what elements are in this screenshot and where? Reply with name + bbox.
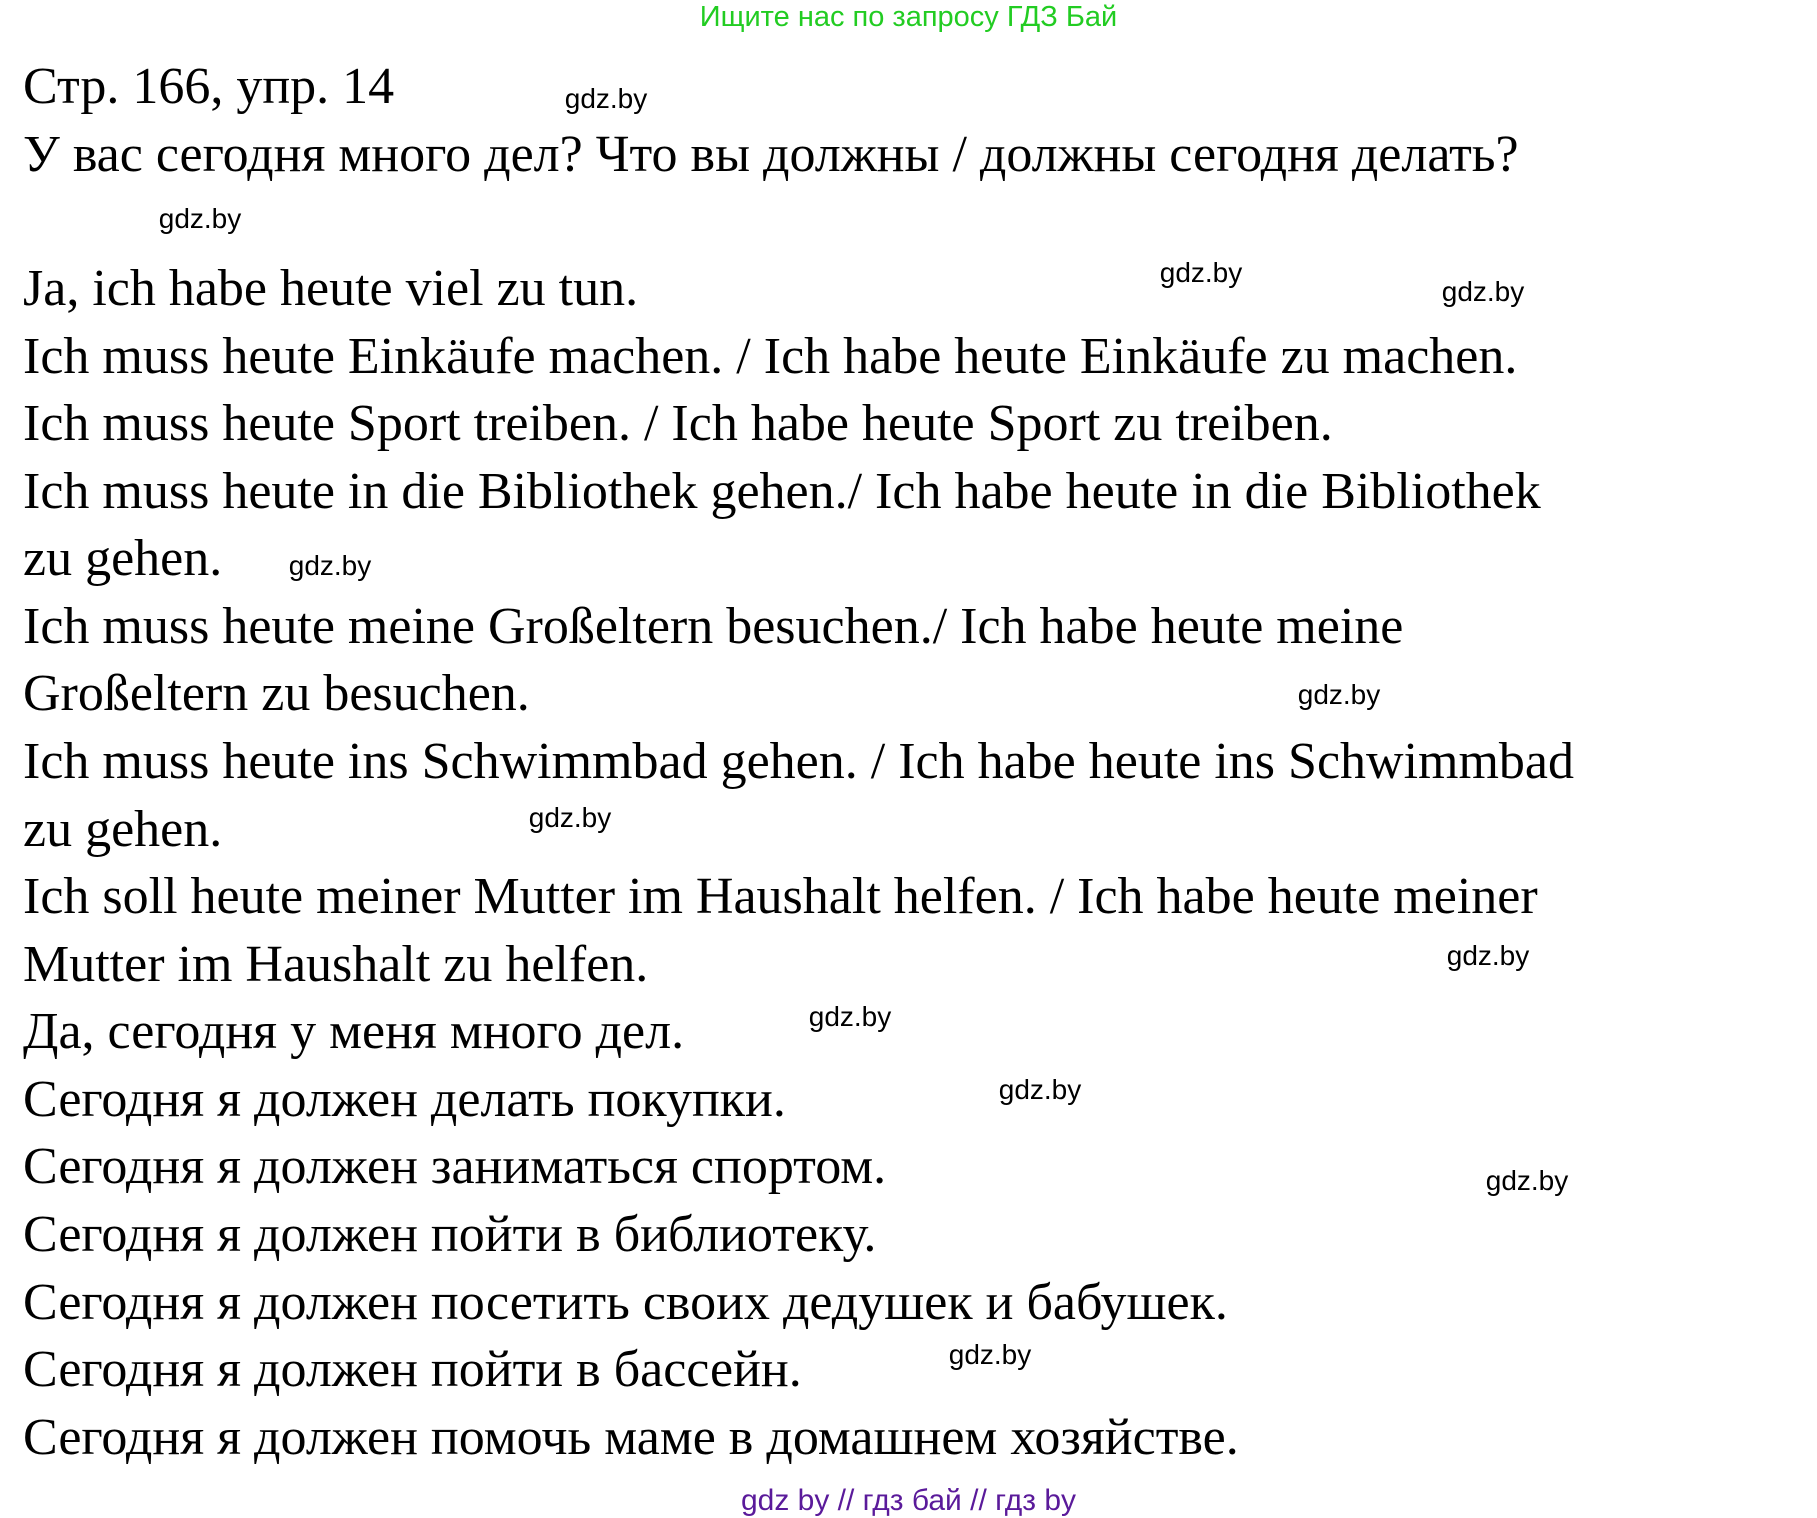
exercise-question: У вас сегодня много дел? Что вы должны / должны сегодня делать? bbox=[23, 126, 1519, 183]
translation-line: Сегодня я должен посетить своих дедушек и бабушек. bbox=[23, 1274, 1228, 1331]
answer-line: zu gehen. bbox=[23, 530, 223, 587]
answer-line: Mutter im Haushalt zu helfen. bbox=[23, 936, 649, 993]
translation-line: Сегодня я должен пойти в бассейн. bbox=[23, 1341, 802, 1398]
watermark: gdz.by bbox=[1446, 940, 1530, 971]
translation-line: Сегодня я должен помочь маме в домашнем хозяйстве. bbox=[23, 1409, 1239, 1466]
watermark: gdz.by bbox=[528, 802, 612, 833]
answer-line: Ich muss heute Einkäufe machen. / Ich habe heute Einkäufe zu machen. bbox=[23, 328, 1518, 385]
watermark: gdz.by bbox=[808, 1001, 892, 1032]
translation-line: Да, сегодня у меня много дел. bbox=[23, 1003, 685, 1060]
watermark: gdz.by bbox=[158, 203, 242, 234]
translation-line: Сегодня я должен делать покупки. bbox=[23, 1071, 786, 1128]
answer-line: zu gehen. bbox=[23, 801, 223, 858]
answer-line: Ich muss heute Sport treiben. / Ich habe heute Sport zu treiben. bbox=[23, 395, 1333, 452]
answer-line: Ich muss heute ins Schwimmbad gehen. / Ich habe heute ins Schwimmbad bbox=[23, 733, 1575, 790]
search-hint-banner: Ищите нас по запросу ГДЗ Бай bbox=[699, 1, 1118, 33]
translation-line: Сегодня я должен заниматься спортом. bbox=[23, 1138, 887, 1195]
watermark: gdz.by bbox=[948, 1339, 1032, 1370]
answer-line: Großeltern zu besuchen. bbox=[23, 665, 530, 722]
watermark: gdz.by bbox=[1441, 276, 1525, 307]
watermark: gdz.by bbox=[288, 550, 372, 581]
watermark: gdz.by bbox=[1297, 679, 1381, 710]
watermark: gdz.by bbox=[564, 83, 648, 114]
answer-line: Ich soll heute meiner Mutter im Haushalt helfen. / Ich habe heute meiner bbox=[23, 868, 1538, 925]
answer-line: Ich muss heute in die Bibliothek gehen./ Ich habe heute in die Bibliothek bbox=[23, 463, 1541, 520]
watermark: gdz.by bbox=[1159, 257, 1243, 288]
answer-line: Ja, ich habe heute viel zu tun. bbox=[23, 260, 639, 317]
watermark: gdz.by bbox=[998, 1074, 1082, 1105]
footer-links: gdz by // гдз бай // гдз by bbox=[740, 1484, 1077, 1517]
translation-line: Сегодня я должен пойти в библиотеку. bbox=[23, 1206, 877, 1263]
watermark: gdz.by bbox=[1485, 1165, 1569, 1196]
exercise-title: Стр. 166, упр. 14 bbox=[23, 58, 395, 115]
answer-line: Ich muss heute meine Großeltern besuchen./ Ich habe heute meine bbox=[23, 598, 1404, 655]
